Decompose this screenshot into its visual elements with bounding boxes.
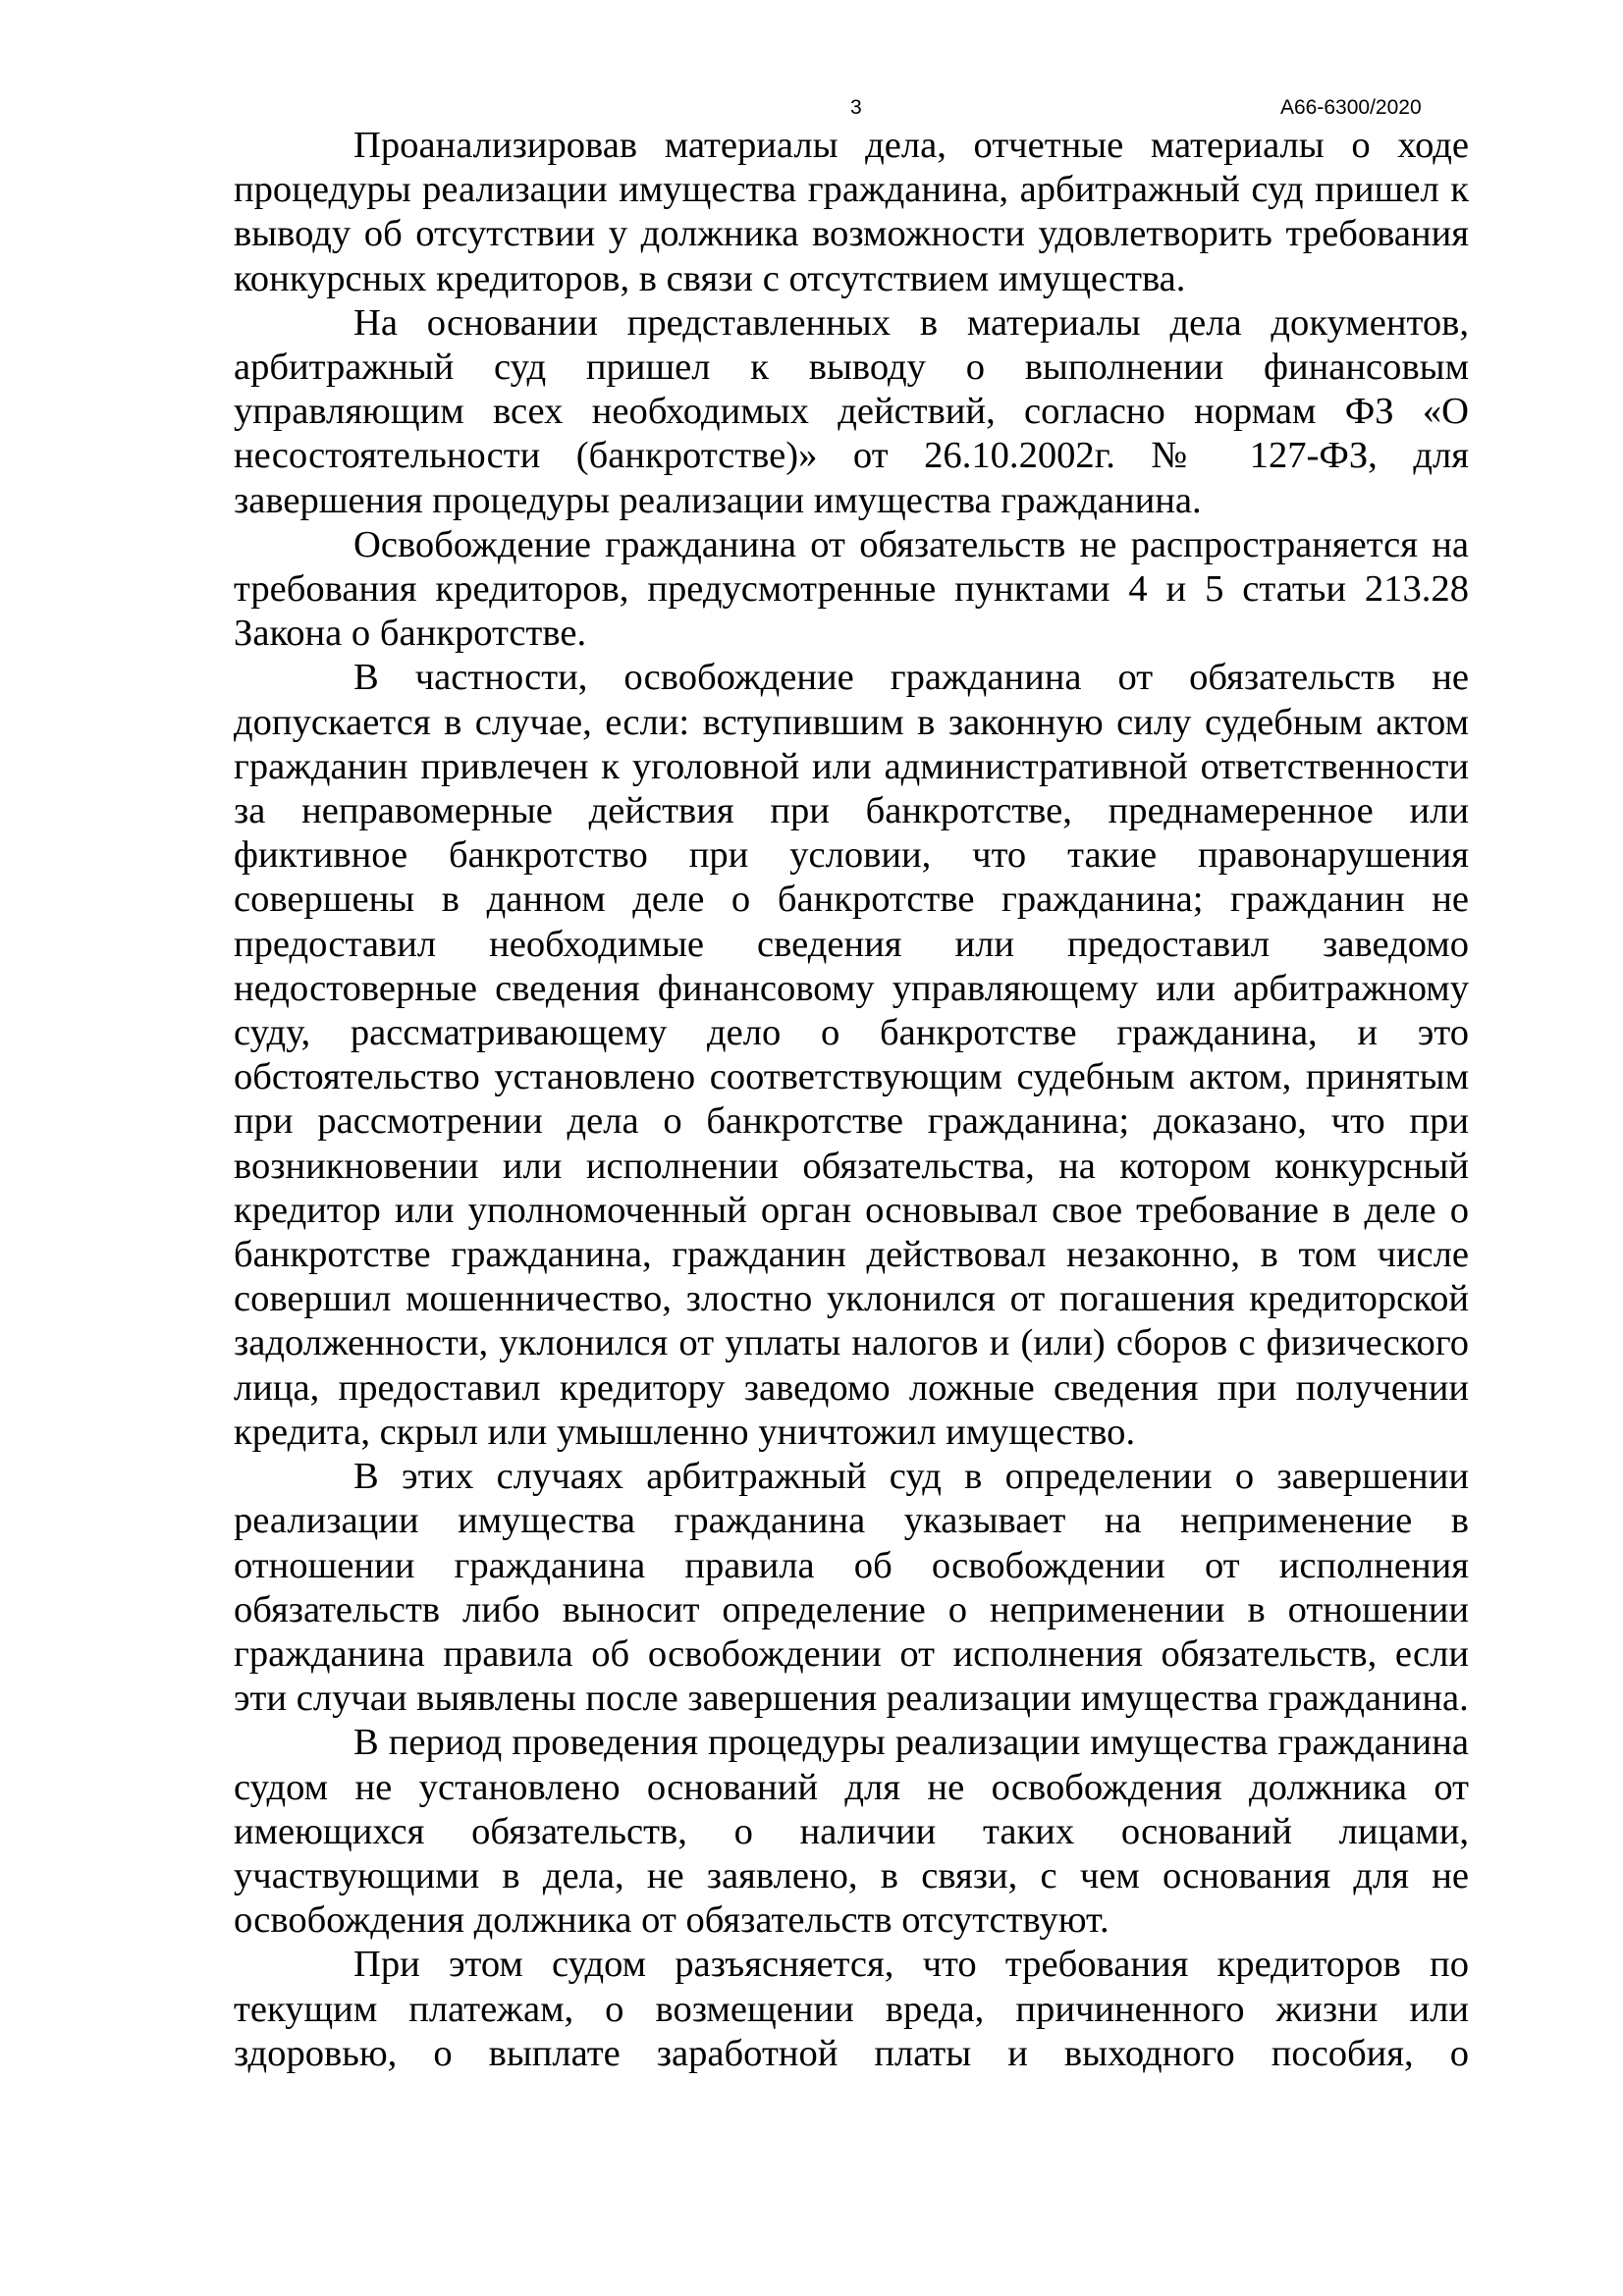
paragraph-no-grounds: В период проведения процедуры реализации имущества гражданина судом не установлено оснований для не освобождения должника от имеющихся обязательств, о наличии таких оснований лицами, участвующими в дела, не заявлено, в связи, с чем основания для не освобождения должника от обязательств отсутствуют.	[234, 1722, 1469, 1942]
document-body	[234, 124, 1469, 2076]
case-number: А66-6300/2020	[1280, 96, 1422, 119]
paragraph-particular-cases: В частности, освобождение гражданина от обязательств не допускается в случае, если: вступившим в законную силу судебным актом гражданин привлечен к уголовной или административной ответственности за неправомерные действия при банкротстве, преднамеренное или фиктивное банкротство при условии, что такие правонарушения совершены в данном деле о банкротстве гражданина; гражданин не предоставил необходимые сведения или предоставил заведомо недостоверные сведения финансовому управляющему или арбитражному суду, рассматривающему дело о банкротстве гражданина, и это обстоятельство установлено соответствующим судебным актом, принятым при рассмотрении дела о банкротстве гражданина; доказано, что при возникновении или исполнении обязательства, на котором конкурсный кредитор или уполномоченный орган основывал свое требование в деле о банкротстве гражданина, гражданин действовал незаконно, в том числе совершил мошенничество, злостно уклонился от погашения кредиторской задолженности, уклонился от уплаты налогов и (или) сборов с физического лица, предоставил кредитору заведомо ложные сведения при получении кредита, скрыл или умышленно уничтожил имущество.	[234, 657, 1469, 1453]
paragraph-analysis: Проанализировав материалы дела, отчетные материалы о ходе процедуры реализации имущества гражданина, арбитражный суд пришел к выводу об отсутствии у должника возможности удовлетворить требования конкурсных кредиторов, в связи с отсутствием имущества.	[234, 125, 1469, 299]
paragraph-clarification: При этом судом разъясняется, что требования кредиторов по текущим платежам, о возмещении вреда, причиненного жизни или здоровью, о выплате заработной платы и выходного пособия, о	[234, 1944, 1469, 2074]
page-number: 3	[850, 96, 862, 119]
page-header	[0, 96, 1623, 126]
paragraph-documents: На основании представленных в материалы дела документов, арбитражный суд пришел к выводу о выполнении финансовым управляющим всех необходимых действий, согласно нормам ФЗ «О несостоятельности (банкротстве)» от 26.10.2002г. № 127-ФЗ, для завершения процедуры реализации имущества гражданина.	[234, 301, 1469, 521]
paragraph-release-exceptions: Освобождение гражданина от обязательств не распространяется на требования кредиторов, предусмотренные пунктами 4 и 5 статьи 213.28 Закона о банкротстве.	[234, 523, 1469, 655]
paragraph-court-determination: В этих случаях арбитражный суд в определении о завершении реализации имущества гражданина указывает на неприменение в отношении гражданина правила об освобождении от исполнения обязательств либо выносит определение о неприменении в отношении гражданина правила об освобождении от исполнения обязательств, если эти случаи выявлены после завершения реализации имущества гражданина.	[234, 1456, 1469, 1720]
